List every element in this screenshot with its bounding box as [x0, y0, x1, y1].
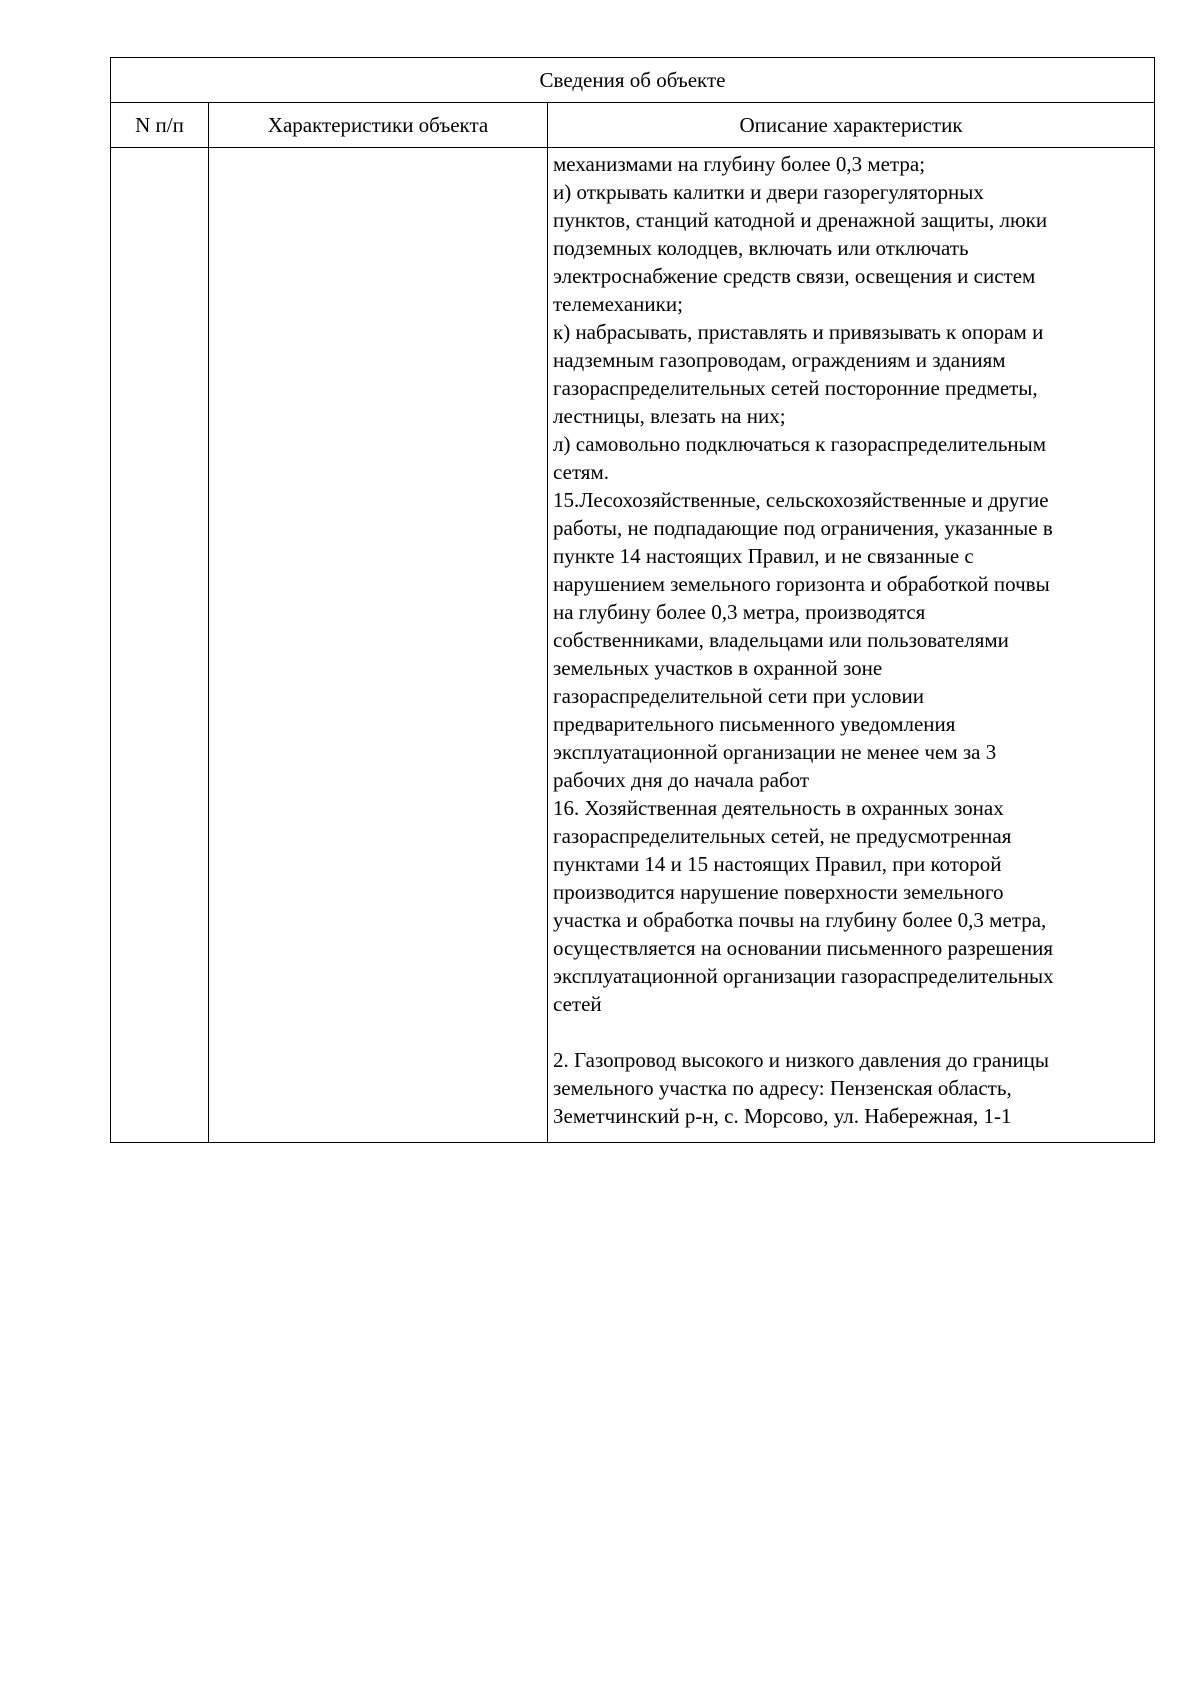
description-line: газораспределительных сетей посторонние предметы,: [553, 376, 1038, 400]
description-line: электроснабжение средств связи, освещения и систем: [553, 264, 1036, 288]
description-line: механизмами на глубину более 0,3 метра;: [553, 152, 926, 176]
row-description-cell: [548, 148, 1155, 1143]
description-line: подземных колодцев, включать или отключать: [553, 236, 969, 260]
table-title-row: [111, 58, 1155, 103]
description-line: надземным газопроводам, ограждениям и зданиям: [553, 348, 1006, 372]
description-line: л) самовольно подключаться к газораспределительным: [553, 432, 1047, 456]
description-line: земельных участков в охранной зоне: [553, 656, 883, 680]
description-text-part1: [553, 150, 1148, 1018]
description-line: земельного участка по адресу: Пензенская область,: [553, 1076, 1012, 1100]
description-line: эксплуатационной организации не менее чем за 3: [553, 740, 997, 764]
row-characteristics-cell: [209, 148, 548, 1143]
description-line: к) набрасывать, приставлять и привязывать к опорам и: [553, 320, 1044, 344]
description-line: пункте 14 настоящих Правил, и не связанные с: [553, 544, 974, 568]
description-line: газораспределительной сети при условии: [553, 684, 925, 708]
header-characteristics: Характеристики объекта: [209, 103, 548, 148]
description-line: газораспределительных сетей, не предусмотренная: [553, 824, 1012, 848]
description-line: 16. Хозяйственная деятельность в охранных зонах: [553, 796, 1004, 820]
description-line: участка и обработка почвы на глубину более 0,3 метра,: [553, 908, 1047, 932]
description-line: работы, не подпадающие под ограничения, указанные в: [553, 516, 1053, 540]
description-line: рабочих дня до начала работ: [553, 768, 810, 792]
description-line: эксплуатационной организации газораспределительных: [553, 964, 1054, 988]
description-line: лестницы, влезать на них;: [553, 404, 786, 428]
description-line: осуществляется на основании письменного разрешения: [553, 936, 1054, 960]
description-line: нарушением земельного горизонта и обработкой почвы: [553, 572, 1050, 596]
table-title: Сведения об объекте: [111, 58, 1155, 103]
description-line: 2. Газопровод высокого и низкого давления до границы: [553, 1048, 1050, 1072]
object-info-table: [110, 57, 1155, 1143]
description-line: пунктов, станций катодной и дренажной защиты, люки: [553, 208, 1048, 232]
table-row: [111, 148, 1155, 1143]
description-blank-line: [553, 1018, 1148, 1046]
description-line: Земетчинский р-н, с. Морсово, ул. Набережная, 1-1: [553, 1104, 1012, 1128]
description-line: собственниками, владельцами или пользователями: [553, 628, 1009, 652]
row-num-cell: [111, 148, 209, 1143]
description-line: предварительного письменного уведомления: [553, 712, 956, 736]
description-line: на глубину более 0,3 метра, производятся: [553, 600, 926, 624]
description-line: сетям.: [553, 460, 609, 484]
description-line: и) открывать калитки и двери газорегуляторных: [553, 180, 984, 204]
header-description: Описание характеристик: [548, 103, 1155, 148]
description-line: 15.Лесохозяйственные, сельскохозяйственные и другие: [553, 488, 1049, 512]
description-line: производится нарушение поверхности земельного: [553, 880, 1004, 904]
description-text-part2: [553, 1046, 1148, 1130]
description-line: сетей: [553, 992, 602, 1016]
description-line: пунктами 14 и 15 настоящих Правил, при которой: [553, 852, 1002, 876]
header-num: N п/п: [111, 103, 209, 148]
description-line: телемеханики;: [553, 292, 683, 316]
table-header-row: [111, 103, 1155, 148]
